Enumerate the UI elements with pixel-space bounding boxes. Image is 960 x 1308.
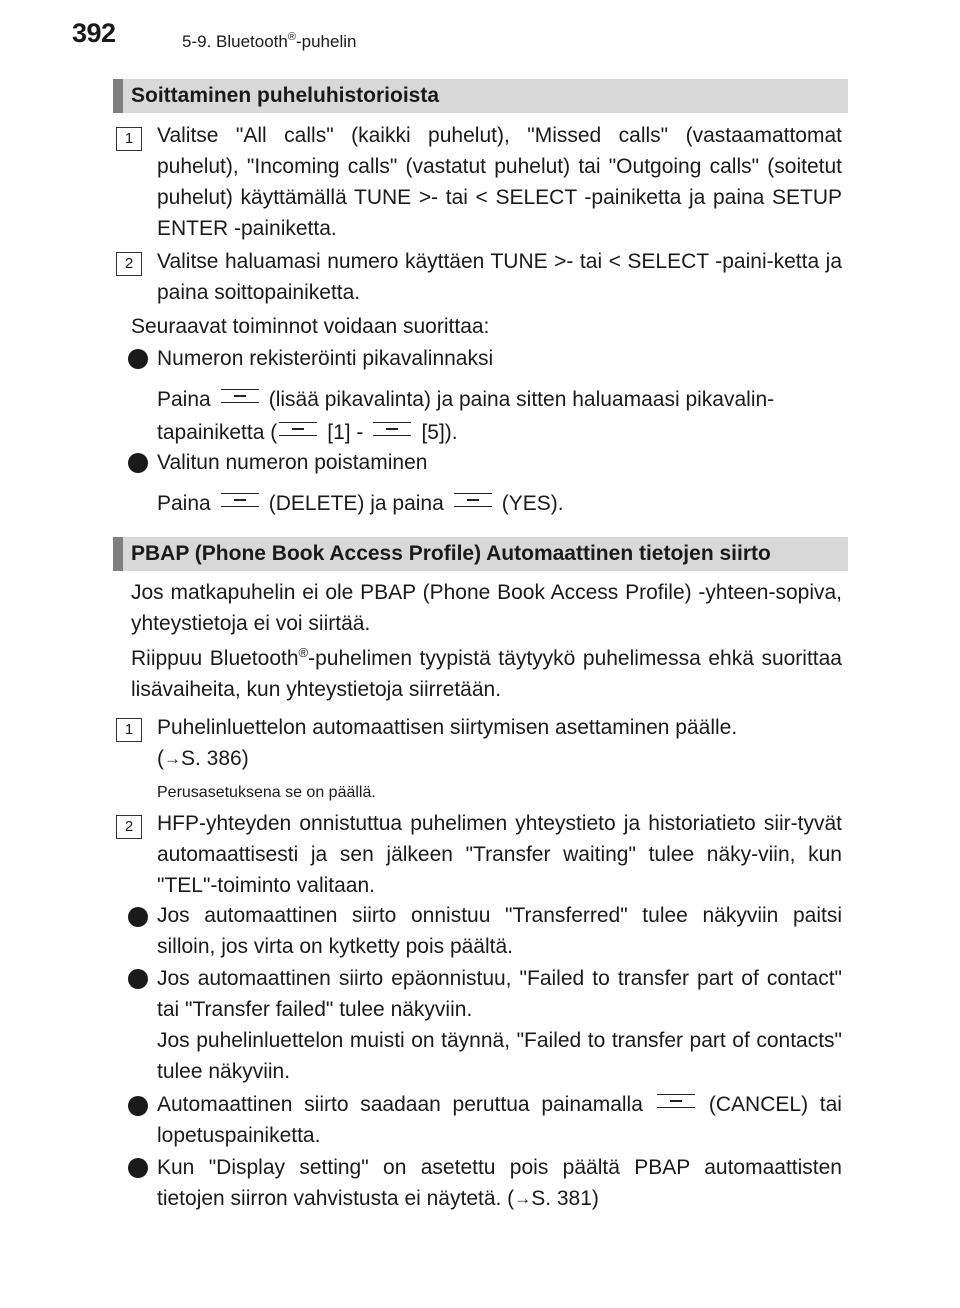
page-reference-386: S. 386) bbox=[181, 747, 249, 770]
step-2-text: Valitse haluamasi numero käyttäen TUNE >- tai < SELECT -paini-ketta ja paina soittopainiketta. bbox=[157, 250, 842, 304]
softkey-button-icon bbox=[454, 493, 492, 507]
text-paina: Paina bbox=[157, 388, 211, 411]
bullet-dot bbox=[128, 969, 148, 989]
step-number-1: 1 bbox=[116, 127, 142, 151]
bullet-dot bbox=[128, 453, 148, 473]
delete-instruction bbox=[157, 488, 842, 519]
step1-text: Puhelinluettelon automaattisen siirtymisen asettaminen päälle. bbox=[157, 716, 738, 739]
section-breadcrumb bbox=[182, 32, 356, 52]
bullet-delete-title: Valitun numeron poistaminen bbox=[157, 451, 428, 474]
pbap-paragraph-2 bbox=[131, 643, 842, 705]
step-number-1: 1 bbox=[116, 718, 142, 742]
page-reference-381: S. 381) bbox=[531, 1187, 599, 1210]
section-heading-call-history: Soittaminen puheluhistorioista bbox=[113, 79, 848, 113]
text-preset-button: tapainiketta ( bbox=[157, 421, 278, 444]
text-range-5: [5]). bbox=[421, 421, 458, 444]
text-range-1: [1] - bbox=[327, 421, 364, 444]
section-heading-pbap: PBAP (Phone Book Access Profile) Automaattinen tietojen siirto bbox=[113, 537, 848, 571]
bullet-dot bbox=[128, 349, 148, 369]
breadcrumb-prefix: 5-9. Bluetooth bbox=[182, 32, 288, 51]
bullet-transferred: Jos automaattinen siirto onnistuu "Transferred" tulee näkyviin paitsi silloin, jos virta on kytketty pois päältä. bbox=[157, 904, 842, 958]
page-number: 392 bbox=[72, 18, 116, 48]
registered-mark: ® bbox=[298, 645, 309, 660]
cancel-text-a: Automaattinen siirto saadaan peruttua painamalla bbox=[157, 1093, 643, 1116]
speed-dial-instruction-line1 bbox=[157, 384, 842, 415]
display-setting-text: Kun "Display setting" on asetettu pois päältä PBAP automaattisten tietojen siirron vahvistusta ei näytetä. ( bbox=[157, 1156, 842, 1210]
speed-dial-instruction-line2 bbox=[157, 417, 842, 448]
pbap-step-1-text bbox=[157, 712, 842, 774]
bullet-speed-dial-title: Numeron rekisteröinti pikavalinnaksi bbox=[157, 347, 494, 370]
default-setting-note: Perusasetuksena se on päällä. bbox=[157, 784, 376, 801]
bullet-transfer-failed: Jos automaattinen siirto epäonnistuu, "Failed to transfer part of contact" tai "Transfer failed" tulee näkyviin. bbox=[157, 967, 842, 1021]
intro-text: Seuraavat toiminnot voidaan suorittaa: bbox=[131, 315, 490, 338]
text-add-speed-dial: (lisää pikavalinta) ja paina sitten haluamaasi pikavalin- bbox=[268, 388, 775, 411]
para2-text-b: -puhelimen tyypistä täytyykö puhelimessa ehkä suorittaa lisävaiheita, kun yhteystietoja siirretään. bbox=[131, 647, 842, 701]
step-number-2: 2 bbox=[116, 252, 142, 276]
arrow-icon: → bbox=[514, 1189, 532, 1208]
bullet-dot bbox=[128, 907, 148, 927]
pbap-step-2-text: HFP-yhteyden onnistuttua puhelimen yhteystieto ja historiatieto siir-tyvät automaattisesti ja sen jälkeen "Transfer waiting" tulee näky-viin, kun "TEL"-toiminto valitaan. bbox=[157, 812, 842, 897]
softkey-button-icon bbox=[657, 1094, 695, 1108]
para2-text-a: Riippuu Bluetooth bbox=[131, 647, 299, 670]
softkey-button-icon bbox=[279, 422, 317, 436]
text-yes: (YES). bbox=[501, 492, 564, 515]
bullet-dot bbox=[128, 1158, 148, 1178]
ref-open: ( bbox=[157, 747, 164, 770]
registered-mark: ® bbox=[287, 31, 296, 43]
text-paina: Paina bbox=[157, 492, 211, 515]
step-1-text: Valitse "All calls" (kaikki puhelut), "Missed calls" (vastaamattomat puhelut), "Incoming calls" (vastatut puhelut) tai "Outgoing calls" (soitetut puhelut) käyttämällä TUNE >- tai < SELECT -painiketta ja paina SETUP ENTER -painiketta. bbox=[157, 124, 842, 240]
bullet-dot bbox=[128, 1096, 148, 1116]
softkey-button-icon bbox=[373, 422, 411, 436]
softkey-button-icon bbox=[221, 389, 259, 403]
step-number-2: 2 bbox=[116, 815, 142, 839]
bullet-cancel bbox=[157, 1089, 842, 1151]
bullet-display-setting bbox=[157, 1152, 842, 1214]
text-delete: (DELETE) ja paina bbox=[268, 492, 444, 515]
arrow-icon: → bbox=[164, 749, 181, 768]
softkey-button-icon bbox=[221, 493, 259, 507]
cancel-text-b: (CANCEL) tai lopetuspainiketta. bbox=[157, 1093, 842, 1147]
pbap-paragraph-1: Jos matkapuhelin ei ole PBAP (Phone Book Access Profile) -yhteen-sopiva, yhteystietoja ei voi siirtää. bbox=[131, 581, 842, 635]
breadcrumb-suffix: -puhelin bbox=[295, 32, 357, 51]
memory-full-note: Jos puhelinluettelon muisti on täynnä, "Failed to transfer part of contacts" tulee näkyviin. bbox=[157, 1029, 842, 1083]
